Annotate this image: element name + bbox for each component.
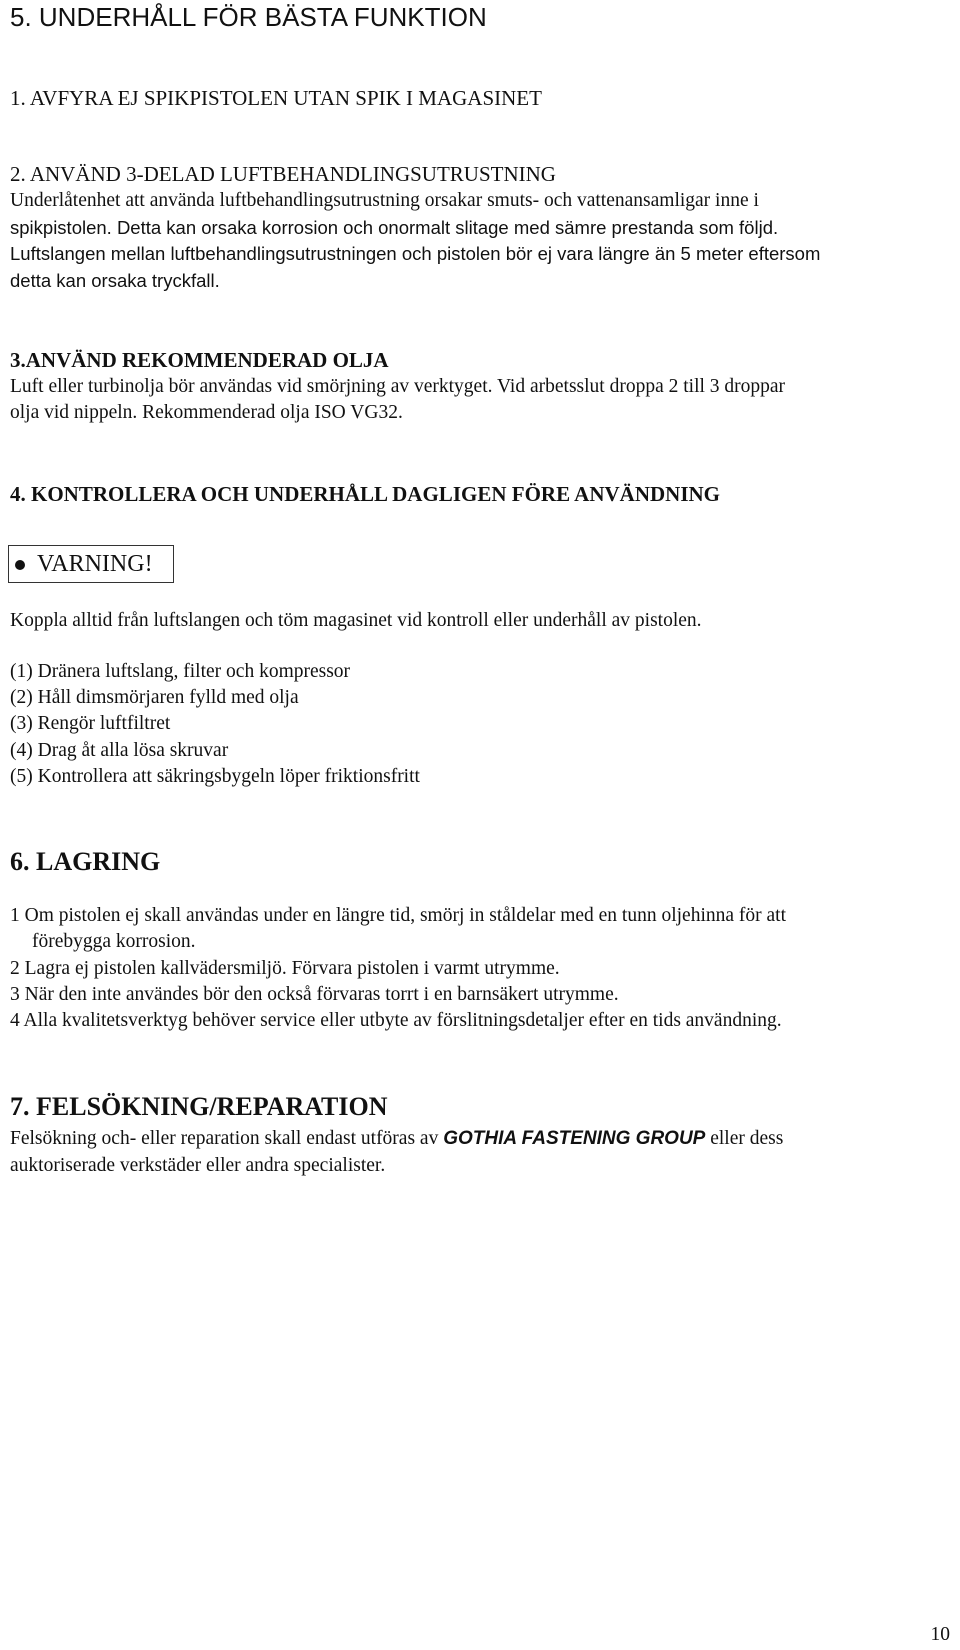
section-2-line-1: Underlåtenhet att använda luftbehandlingsutrustning orsakar smuts- och vattenansamligar inne i [10,190,759,211]
heading-troubleshooting: 7. FELSÖKNING/REPARATION [10,1092,388,1121]
list-item: (1) Dränera luftslang, filter och kompressor [10,661,351,682]
section-4-title: 4. KONTROLLERA OCH UNDERHÅLL DAGLIGEN FÖRE ANVÄNDNING [10,482,721,506]
page-number: 10 [930,1624,950,1645]
repair-line-2: auktoriserade verkstäder eller andra specialister. [10,1155,386,1176]
list-item: (5) Kontrollera att säkringsbygeln löper friktionsfritt [10,765,420,787]
section-2-line-2: spikpistolen. Detta kan orsaka korrosion och onormalt slitage med sämre prestanda som följd. [10,216,779,238]
section-2-title: 2. ANVÄND 3-DELAD LUFTBEHANDLINGSUTRUSTNING [10,162,556,186]
repair-text-after: eller dess [705,1128,784,1149]
list-item: (4) Drag åt alla lösa skruvar [10,739,229,761]
heading-maintenance: 5. UNDERHÅLL FÖR BÄSTA FUNKTION [10,2,487,32]
repair-paragraph [10,1125,783,1179]
section-2-line-3: Luftslangen mellan luftbehandlingsutrustningen och pistolen bör ej vara längre än 5 meter eftersom [10,243,821,264]
warning-box [8,545,174,583]
section-3-title: 3.ANVÄND REKOMMENDERAD OLJA [10,348,389,372]
bullet-icon [15,560,25,570]
warning-label: VARNING! [37,551,153,577]
heading-storage: 6. LAGRING [10,847,161,876]
storage-list [10,903,786,1034]
section-3-body [10,374,785,426]
storage-item-1-line-2: förebygga korrosion. [32,931,196,953]
warning-text: Koppla alltid från luftslangen och töm magasinet vid kontroll eller underhåll av pistolen. [10,610,702,631]
section-3-line-2: olja vid nippeln. Rekommenderad olja ISO VG32. [10,402,403,423]
repair-line-1 [10,1125,783,1152]
list-item: (3) Rengör luftfiltret [10,713,171,735]
storage-item-2: 2 Lagra ej pistolen kallvädersmiljö. Förvara pistolen i varmt utrymme. [10,957,560,979]
storage-item-4: 4 Alla kvalitetsverktyg behöver service eller utbyte av förslitningsdetaljer efter en tids användning. [10,1010,782,1032]
section-1-title: 1. AVFYRA EJ SPIKPISTOLEN UTAN SPIK I MAGASINET [10,86,542,110]
storage-item-3: 3 När den inte användes bör den också förvaras torrt i en barnsäkert utrymme. [10,983,619,1005]
list-item: (2) Håll dimsmörjaren fylld med olja [10,687,299,709]
repair-text-before: Felsökning och- eller reparation skall endast utföras av [10,1128,444,1149]
storage-item-1-line-1: 1 Om pistolen ej skall användas under en längre tid, smörj in ståldelar med en tunn oljehinna för att [10,905,787,926]
section-2-body [10,188,820,294]
brand-name: GOTHIA FASTENING GROUP [443,1128,706,1149]
section-3-line-1: Luft eller turbinolja bör användas vid smörjning av verktyget. Vid arbetsslut droppa 2 till 3 droppar [10,376,786,397]
section-2-line-4: detta kan orsaka tryckfall. [10,269,220,291]
maintenance-steps [10,659,420,790]
